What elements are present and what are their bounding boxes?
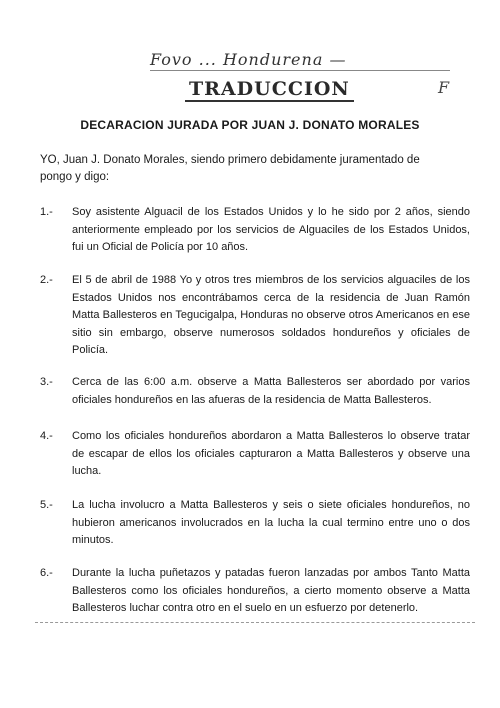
corner-mark: F <box>438 78 450 97</box>
list-item <box>40 204 470 257</box>
item-text: La lucha involucro a Matta Ballesteros y seis o siete oficiales hondureños, no hubieron americanos involucrados en la lucha la cual termino entre uno o dos minutos. <box>72 499 470 546</box>
item-number: 2.- <box>40 274 53 286</box>
item-number: 3.- <box>40 376 53 388</box>
list-item <box>40 565 470 618</box>
item-text: Soy asistente Alguacil de los Estados Unidos y lo he sido por 2 años, siendo anteriormente empleado por los servicios de Alguaciles de los Estados Unidos, fui un Oficial de Policía por 10 años. <box>72 206 470 253</box>
handwritten-underline <box>150 70 450 71</box>
list-item <box>40 374 470 409</box>
item-number: 6.- <box>40 567 53 579</box>
handwritten-note: Fovo ... Hondurena — <box>150 50 347 69</box>
item-number: 4.- <box>40 430 53 442</box>
page-divider <box>35 622 475 623</box>
document-title: DECARACION JURADA POR JUAN J. DONATO MORALES <box>80 118 420 132</box>
item-number: 1.- <box>40 206 53 218</box>
item-number: 5.- <box>40 499 53 511</box>
item-text: Cerca de las 6:00 a.m. observe a Matta Ballesteros ser abordado por varios oficiales hondureños en las afueras de la residencia de Matta Ballesteros. <box>72 376 470 406</box>
list-item <box>40 497 470 550</box>
intro-paragraph: YO, Juan J. Donato Morales, siendo primero debidamente juramentado de pongo y digo: <box>40 154 420 183</box>
item-text: Como los oficiales hondureños abordaron a Matta Ballesteros lo observe tratar de escapar de ellos los oficiales capturaron a Matta Ballesteros y observe una lucha. <box>72 430 470 477</box>
translation-stamp: TRADUCCION <box>185 78 354 102</box>
list-item <box>40 428 470 481</box>
item-text: Durante la lucha puñetazos y patadas fueron lanzadas por ambos Tanto Matta Ballesteros como los oficiales hondureños, a cierto momento observe a Matta Ballesteros luchar contra otro en el suelo en un esfuerzo por detenerlo. <box>72 567 470 614</box>
item-text: El 5 de abril de 1988 Yo y otros tres miembros de los servicios alguaciles de los Estados Unidos nos encontrábamos cerca de la residencia de Juan Ramón Matta Ballesteros en Tegucigalpa, Honduras no observe otros Americanos en ese sitio sin embargo, observe numerosos soldados hondureños y oficiales de Policía. <box>72 274 470 356</box>
list-item <box>40 272 470 360</box>
